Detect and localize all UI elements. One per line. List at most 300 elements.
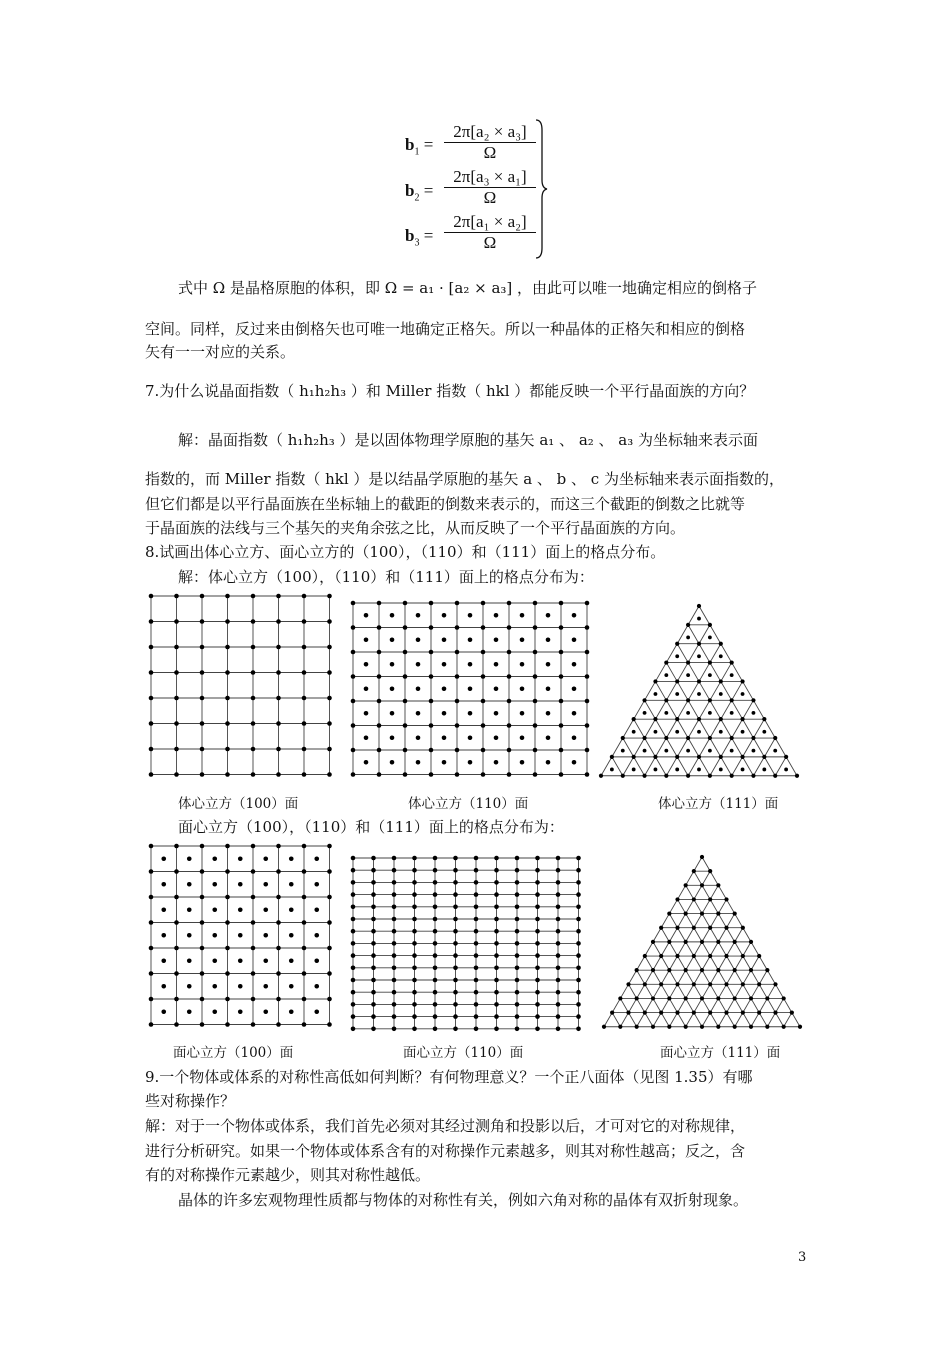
lattice-point	[576, 978, 581, 983]
lattice-point	[416, 637, 421, 642]
lattice-line	[702, 871, 710, 885]
lattice-point	[149, 1022, 154, 1027]
lattice-line	[669, 998, 677, 1012]
lattice-point	[474, 953, 479, 958]
lattice-line	[688, 700, 699, 719]
lattice-point	[632, 717, 636, 721]
lattice-point	[749, 940, 753, 944]
lattice-point	[474, 941, 479, 946]
lattice-point	[238, 856, 243, 861]
lattice-point	[412, 868, 417, 873]
lattice-point	[697, 730, 701, 734]
lattice-line	[699, 681, 710, 700]
lattice-point	[251, 696, 256, 701]
lattice-point	[263, 958, 268, 963]
lattice-point	[533, 748, 538, 753]
lattice-point	[149, 696, 154, 701]
lattice-line	[678, 970, 686, 984]
lattice-point	[289, 882, 294, 887]
lattice-line	[666, 663, 677, 682]
lattice-point	[675, 654, 679, 658]
lattice-line	[702, 885, 710, 899]
lattice-point	[364, 637, 369, 642]
lattice-point	[351, 978, 356, 983]
lattice-point	[314, 933, 319, 938]
lattice-point	[576, 1027, 581, 1032]
lattice-line	[669, 914, 677, 928]
lattice-point	[719, 654, 723, 658]
lattice-point	[351, 1027, 356, 1032]
lattice-point	[174, 721, 179, 726]
lattice-line	[753, 719, 764, 738]
lattice-point	[302, 696, 307, 701]
lattice-line	[764, 738, 775, 757]
lattice-point	[416, 711, 421, 716]
lattice-line	[661, 970, 669, 984]
lattice-point	[576, 868, 581, 873]
lattice-point	[708, 736, 712, 740]
lattice-line	[661, 914, 669, 928]
lattice-point	[765, 1025, 769, 1029]
lattice-point	[708, 698, 712, 702]
lattice-point	[200, 772, 205, 777]
lattice-point	[576, 953, 581, 958]
lattice-point	[481, 650, 486, 655]
lattice-point	[377, 748, 382, 753]
lattice-point	[351, 905, 356, 910]
lattice-point	[327, 721, 332, 726]
lattice-point	[351, 723, 356, 728]
lattice-point	[733, 911, 737, 915]
lattice-line	[645, 984, 653, 998]
lattice-point	[686, 749, 690, 753]
lattice-point	[762, 730, 766, 734]
lattice-line	[702, 899, 710, 913]
lattice-point	[429, 601, 434, 606]
lattice-point	[212, 933, 217, 938]
lattice-point	[730, 749, 734, 753]
lattice-point	[752, 749, 756, 753]
question-9-line: 9.一个物体或体系的对称性高低如何判断？有何物理意义？一个正八面体（见图 1.35）有哪	[145, 1068, 753, 1086]
lattice-point	[371, 1014, 376, 1019]
lattice-line	[655, 663, 666, 682]
lattice-line	[718, 1013, 726, 1027]
lattice-point	[708, 623, 712, 627]
lattice-point	[494, 711, 499, 716]
lattice-point	[494, 966, 499, 971]
lattice-point	[474, 1014, 479, 1019]
lattice-line	[637, 970, 645, 984]
lattice-point	[263, 856, 268, 861]
lattice-point	[556, 990, 561, 995]
lattice-line	[735, 942, 743, 956]
equation-b3-fraction	[444, 212, 536, 253]
lattice-line	[666, 700, 677, 719]
lattice-line	[694, 914, 702, 928]
lattice-point	[314, 1009, 319, 1014]
lattice-line	[699, 700, 710, 719]
lattice-point	[251, 594, 256, 599]
lattice-line	[718, 984, 726, 998]
lattice-line	[645, 757, 656, 776]
lattice-point	[686, 673, 690, 677]
lattice-line	[629, 998, 637, 1012]
lattice-line	[743, 1013, 751, 1027]
lattice-point	[251, 895, 256, 900]
lattice-point	[572, 711, 577, 716]
lattice-line	[710, 719, 721, 738]
lattice-point	[533, 772, 538, 777]
lattice-line	[620, 984, 628, 998]
lattice-line	[721, 719, 732, 738]
lattice-point	[535, 905, 540, 910]
lattice-point	[351, 966, 356, 971]
lattice-point	[403, 674, 408, 679]
lattice-point	[314, 907, 319, 912]
lattice-point	[149, 844, 154, 849]
lattice-point	[692, 869, 696, 873]
lattice-point	[174, 1022, 179, 1027]
lattice-point	[675, 717, 679, 721]
caption-fcc-110: 面心立方（110）面	[403, 1045, 524, 1061]
lattice-point	[225, 997, 230, 1002]
lattice-line	[743, 738, 754, 757]
lattice-line	[669, 984, 677, 998]
lattice-line	[776, 984, 784, 998]
lattice-point	[416, 662, 421, 667]
lattice-point	[533, 625, 538, 630]
equation-denominator: Ω	[483, 143, 497, 162]
answer-7-line: 但它们都是以平行晶面族在坐标轴上的截距的倒数来表示的，而这三个截距的倒数之比就等	[145, 495, 746, 513]
lattice-point	[289, 907, 294, 912]
lattice-point	[481, 723, 486, 728]
lattice-point	[692, 954, 696, 958]
lattice-point	[314, 958, 319, 963]
lattice-line	[666, 757, 677, 776]
lattice-point	[468, 760, 473, 765]
lattice-point	[546, 686, 551, 691]
lattice-line	[688, 663, 699, 682]
lattice-point	[403, 625, 408, 630]
lattice-line	[751, 970, 759, 984]
lattice-line	[699, 644, 710, 663]
lattice-point	[263, 984, 268, 989]
lattice-point	[225, 946, 230, 951]
lattice-point	[751, 774, 755, 778]
lattice-line	[718, 914, 726, 928]
lattice-line	[743, 998, 751, 1012]
lattice-line	[645, 998, 653, 1012]
lattice-point	[390, 662, 395, 667]
lattice-line	[629, 984, 637, 998]
lattice-point	[149, 645, 154, 650]
lattice-point	[429, 674, 434, 679]
lattice-line	[694, 998, 702, 1012]
lattice-point	[520, 637, 525, 642]
lattice-point	[442, 735, 447, 740]
lattice-point	[238, 882, 243, 887]
lattice-line	[694, 956, 702, 970]
lattice-line	[623, 738, 634, 757]
lattice-point	[161, 856, 166, 861]
lattice-point	[546, 760, 551, 765]
lattice-point	[643, 1010, 647, 1014]
lattice-line	[710, 1013, 718, 1027]
lattice-line	[623, 719, 634, 738]
equation-b1-fraction	[444, 122, 536, 163]
lattice-point	[149, 920, 154, 925]
lattice-point	[708, 774, 712, 778]
lattice-point	[481, 601, 486, 606]
lattice-point	[556, 892, 561, 897]
lattice-point	[474, 892, 479, 897]
lattice-line	[710, 681, 721, 700]
lattice-point	[585, 748, 590, 753]
lattice-point	[700, 940, 704, 944]
lattice-point	[455, 699, 460, 704]
lattice-line	[702, 928, 710, 942]
lattice-point	[371, 880, 376, 885]
answer-7-line: 解：晶面指数（ h₁h₂h₃ ）是以固体物理学原胞的基矢 a₁ 、 a₂ 、 a₃ 为坐标轴来表示面	[178, 431, 759, 449]
lattice-point	[225, 619, 230, 624]
lattice-point	[740, 755, 744, 759]
lattice-point	[533, 674, 538, 679]
lattice-point	[686, 623, 690, 627]
lattice-point	[433, 856, 438, 861]
lattice-line	[767, 984, 775, 998]
lattice-line	[677, 681, 688, 700]
lattice-line	[666, 681, 677, 700]
lattice-point	[610, 755, 614, 759]
lattice-point	[392, 941, 397, 946]
lattice-point	[752, 711, 756, 715]
lattice-point	[708, 673, 712, 677]
lattice-point	[494, 662, 499, 667]
lattice-point	[225, 772, 230, 777]
lattice-point	[632, 730, 636, 734]
lattice-point	[576, 1014, 581, 1019]
lattice-point	[412, 953, 417, 958]
lattice-point	[559, 772, 564, 777]
lattice-point	[667, 996, 671, 1000]
lattice-point	[200, 869, 205, 874]
lattice-point	[200, 696, 205, 701]
lattice-point	[556, 856, 561, 861]
lattice-point	[618, 996, 622, 1000]
lattice-point	[535, 1002, 540, 1007]
lattice-line	[784, 998, 792, 1012]
lattice-point	[161, 1009, 166, 1014]
caption-bcc-111: 体心立方（111）面	[658, 796, 779, 812]
lattice-line	[753, 738, 764, 757]
lattice-point	[654, 730, 658, 734]
lattice-point	[494, 880, 499, 885]
lattice-point	[700, 996, 704, 1000]
lattice-point	[455, 650, 460, 655]
lattice-point	[403, 601, 408, 606]
lattice-line	[718, 970, 726, 984]
lattice-point	[749, 996, 753, 1000]
lattice-line	[759, 970, 767, 984]
lattice-point	[643, 749, 647, 753]
lattice-point	[289, 958, 294, 963]
lattice-point	[238, 1009, 243, 1014]
lattice-point	[200, 594, 205, 599]
lattice-line	[732, 738, 743, 757]
lattice-point	[225, 1022, 230, 1027]
lattice-point	[686, 736, 690, 740]
lattice-point	[733, 996, 737, 1000]
lattice-point	[494, 978, 499, 983]
lattice-line	[686, 928, 694, 942]
lattice-point	[403, 699, 408, 704]
lattice-point	[390, 637, 395, 642]
lattice-point	[700, 883, 704, 887]
lattice-point	[507, 772, 512, 777]
lattice-line	[732, 757, 743, 776]
caption-fcc-100: 面心立方（100）面	[173, 1045, 294, 1061]
lattice-point	[572, 686, 577, 691]
lattice-line	[710, 928, 718, 942]
lattice-point	[371, 966, 376, 971]
lattice-point	[494, 856, 499, 861]
lattice-point	[371, 1027, 376, 1032]
lattice-line	[786, 757, 797, 776]
lattice-point	[515, 1027, 520, 1032]
lattice-point	[412, 990, 417, 995]
lattice-line	[710, 738, 721, 757]
answer-9-line: 解：对于一个物体或体系，我们首先必须对其经过测角和投影以后，才可对它的对称规律，	[145, 1117, 746, 1135]
lattice-point	[724, 926, 728, 930]
lattice-line	[688, 757, 699, 776]
lattice-point	[556, 917, 561, 922]
lattice-point	[559, 601, 564, 606]
caption-bcc-110: 体心立方（110）面	[408, 796, 529, 812]
lattice-point	[187, 958, 192, 963]
lattice-line	[653, 942, 661, 956]
lattice-point	[730, 736, 734, 740]
lattice-point	[238, 907, 243, 912]
lattice-point	[686, 711, 690, 715]
lattice-point	[610, 768, 614, 772]
lattice-point	[474, 1027, 479, 1032]
lattice-point	[535, 941, 540, 946]
paragraph-line: 空间。同样，反过来由倒格矢也可唯一地确定正格矢。所以一种晶体的正格矢和相应的倒格	[145, 320, 746, 338]
lattice-line	[718, 928, 726, 942]
answer-8-bcc-intro: 解：体心立方（100），（110）和（111）面上的格点分布为：	[178, 568, 594, 586]
lattice-point	[659, 954, 663, 958]
lattice-point	[515, 905, 520, 910]
lattice-line	[743, 984, 751, 998]
lattice-line	[637, 956, 645, 970]
lattice-point	[392, 892, 397, 897]
lattice-line	[678, 899, 686, 913]
lattice-line	[743, 970, 751, 984]
lattice-line	[743, 681, 754, 700]
lattice-point	[719, 768, 723, 772]
lattice-point	[520, 613, 525, 618]
answer-9-line: 晶体的许多宏观物理性质都与物体的对称性有关，例如六角对称的晶体有双折射现象。	[178, 1191, 749, 1209]
lattice-point	[651, 940, 655, 944]
lattice-line	[688, 738, 699, 757]
lattice-point	[327, 997, 332, 1002]
lattice-point	[263, 933, 268, 938]
lattice-point	[412, 917, 417, 922]
lattice-point	[684, 968, 688, 972]
lattice-point	[200, 645, 205, 650]
lattice-point	[716, 968, 720, 972]
lattice-line	[629, 1013, 637, 1027]
lattice-point	[433, 1027, 438, 1032]
lattice-point	[212, 907, 217, 912]
lattice-point	[174, 594, 179, 599]
lattice-point	[730, 673, 734, 677]
lattice-point	[327, 594, 332, 599]
lattice-point	[664, 736, 668, 740]
lattice-point	[429, 625, 434, 630]
paragraph-line: 式中 Ω 是晶格原胞的体积，即 Ω = a₁ · [a₂ × a₃] ，由此可以唯一地确定相应的倒格子	[178, 279, 758, 297]
lattice-point	[659, 982, 663, 986]
lattice-point	[351, 1014, 356, 1019]
lattice-point	[700, 968, 704, 972]
lattice-point	[403, 748, 408, 753]
lattice-point	[302, 920, 307, 925]
lattice-line	[699, 625, 710, 644]
lattice-point	[535, 856, 540, 861]
lattice-line	[764, 719, 775, 738]
lattice-point	[716, 996, 720, 1000]
lattice-point	[364, 711, 369, 716]
lattice-point	[433, 929, 438, 934]
lattice-line	[612, 1013, 620, 1027]
lattice-point	[276, 1022, 281, 1027]
lattice-point	[675, 642, 679, 646]
lattice-point	[412, 892, 417, 897]
lattice-point	[302, 772, 307, 777]
lattice-point	[453, 1002, 458, 1007]
lattice-point	[684, 1025, 688, 1029]
lattice-point	[741, 954, 745, 958]
lattice-point	[724, 1010, 728, 1014]
lattice-line	[759, 984, 767, 998]
lattice-point	[730, 711, 734, 715]
lattice-point	[515, 1014, 520, 1019]
lattice-line	[702, 956, 710, 970]
answer-7-line: 于晶面族的法线与三个基矢的夹角余弦之比，从而反映了一个平行晶面族的方向。	[145, 519, 686, 537]
lattice-line	[759, 956, 767, 970]
lattice-point	[392, 929, 397, 934]
lattice-point	[719, 717, 723, 721]
lattice-point	[200, 997, 205, 1002]
equation-b3-numerator: 2π[a₁ × a₂]	[444, 212, 536, 233]
lattice-line	[645, 719, 656, 738]
lattice-point	[515, 966, 520, 971]
lattice-point	[621, 774, 625, 778]
lattice-point	[773, 774, 777, 778]
lattice-point	[416, 613, 421, 618]
lattice-point	[327, 946, 332, 951]
lattice-point	[481, 674, 486, 679]
lattice-point	[697, 679, 701, 683]
lattice-point	[149, 594, 154, 599]
lattice-point	[392, 880, 397, 885]
lattice-line	[718, 942, 726, 956]
lattice-point	[474, 978, 479, 983]
lattice-point	[392, 978, 397, 983]
lattice-line	[727, 984, 735, 998]
lattice-line	[688, 681, 699, 700]
lattice-point	[251, 920, 256, 925]
